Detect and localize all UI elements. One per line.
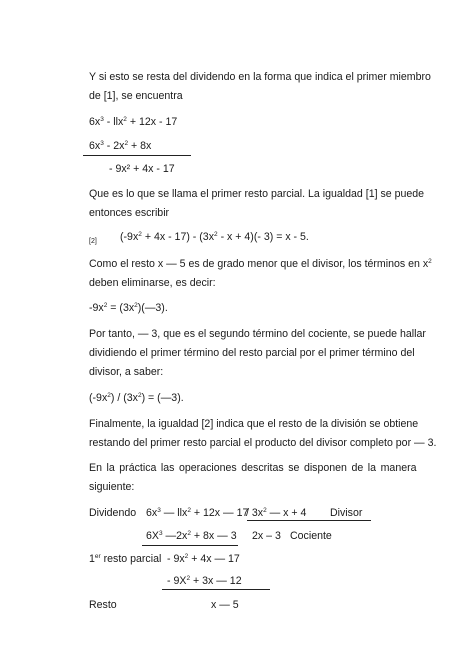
final-rule — [162, 589, 270, 590]
product-row-2: - $9X^2 + 3x$ — 12 — [167, 575, 242, 587]
equation-4: $(-9x^2) / (3x^2)$ = (—3). — [89, 392, 184, 404]
equation-2: $(-9x^2 + 4x - 17) - (3x^2 - x + 4)(-$ 3) = x - 5. — [120, 231, 309, 243]
paragraph-4-line-2: dividiendo el primer término del resto parcial por el primer término del — [89, 347, 415, 359]
cociente-label: Cociente — [290, 530, 332, 542]
paragraph-3-line-1: Como el resto x — 5 es de grado menor que el divisor, los términos en $x^2$ — [89, 258, 432, 270]
paragraph-6-line-2: siguiente: — [89, 481, 135, 493]
paragraph-2-line-2: entonces escribir — [89, 207, 170, 219]
resto-expression: x — 5 — [211, 599, 239, 611]
resto-parcial-label: 1er resto parcial — [89, 553, 162, 565]
paragraph-3-line-2: deben eliminarse, es decir: — [89, 277, 216, 289]
dividendo-label: Dividendo — [89, 507, 137, 519]
subtraction-row-2: $6x^3 - 2x^2 + 8x$ — [89, 140, 152, 152]
paragraph-5-line-1: Finalmente, la igualdad [2] indica que el resto de la división se obtiene — [89, 418, 419, 430]
divisor-expression: / $3x^2$ — x + 4 — [246, 507, 307, 519]
subtraction-row-1: $6x^3 - llx^2 + 12x - 17$ — [89, 116, 178, 128]
equation-2-label: [2] — [89, 238, 97, 245]
dividendo-expression: $6x^3$ — llx$^2$ + 12x — 17 — [146, 507, 249, 519]
subtraction-rule — [83, 155, 191, 156]
divisor-label: Divisor — [330, 507, 363, 519]
paragraph-4-line-1: Por tanto, — 3, que es el segundo término del cociente, se puede hallar — [89, 328, 426, 340]
product-row: $6X^3$ $—2x^2 + 8x$ — 3 — [146, 530, 237, 542]
paragraph-1-line-1: Y si esto se resta del dividendo en la forma que indica el primer miembro — [89, 71, 431, 83]
paragraph-1-line-2: de [1], se encuentra — [89, 90, 183, 102]
paragraph-2-line-1: Que es lo que se llama el primer resto parcial. La igualdad [1] se puede — [89, 188, 425, 200]
subtraction-result: - 9x² + 4x - 17 — [109, 163, 175, 175]
paragraph-6-line-1: En la práctica las operaciones descritas se disponen de la manera — [89, 462, 417, 474]
resto-parcial-expression: - $9x^2 + 4x$ — 17 — [167, 553, 240, 565]
cociente-expression: 2x – 3 — [252, 530, 281, 542]
paragraph-5-line-2: restando del primer resto parcial el producto del divisor completo por — 3. — [89, 437, 437, 449]
divisor-underline — [247, 520, 371, 521]
product-rule — [142, 545, 238, 546]
equation-3: $-9x^2$ = $(3x^2)(—3)$. — [89, 302, 168, 314]
resto-label: Resto — [89, 599, 117, 611]
paragraph-4-line-3: divisor, a saber: — [89, 366, 164, 378]
